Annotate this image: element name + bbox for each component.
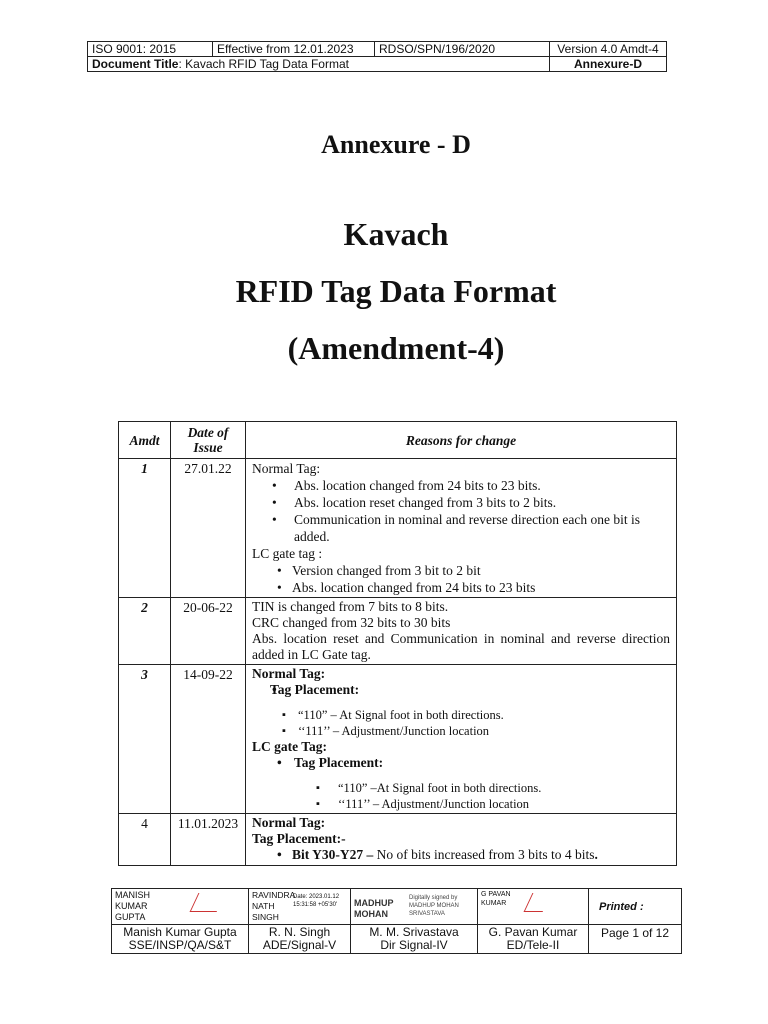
issue-date: 20-06-22 [171, 598, 246, 665]
amdt-number: 1 [119, 459, 171, 598]
lc-gate-tag-label: LC gate Tag: [252, 739, 328, 754]
digital-signature-name: G PAVAN KUMAR [481, 891, 511, 907]
list-item: • Bit Y30-Y27 – No of bits increased from 3 bits to 4 bits. [252, 847, 670, 863]
bullet-list [252, 847, 670, 863]
annexure-cell: Annexure-D [550, 57, 667, 72]
list-item: ▪ “110” –At Signal foot in both directions. [252, 780, 670, 796]
reasons-cell [246, 665, 677, 814]
normal-tag-label: Normal Tag: [252, 461, 321, 476]
signature-cell [478, 889, 589, 925]
table-row [119, 598, 677, 665]
signatory-1: Manish Kumar Gupta SSE/INSP/QA/S&T [112, 925, 249, 954]
reason-line: Abs. location reset and Communication in nominal and reverse direction added in LC Gate tag. [252, 631, 670, 662]
effective-date-cell: Effective from 12.01.2023 [213, 42, 375, 57]
annexure-heading: Annexure - D [321, 130, 471, 159]
amdt-header: Amdt [119, 422, 171, 459]
reason-line: TIN is changed from 7 bits to 8 bits. [252, 599, 449, 614]
document-subtitle: RFID Tag Data Format [235, 273, 557, 309]
iso-cell: ISO 9001: 2015 [88, 42, 213, 57]
list-item: • Version changed from 3 bit to 2 bit [252, 562, 670, 579]
list-item: • Communication in nominal and reverse direction each one bit is added. [252, 511, 670, 545]
signatory-2: R. N. Singh ADE/Signal-V [249, 925, 351, 954]
bullet-list [252, 562, 670, 596]
bullet-list [252, 682, 670, 698]
table-row [119, 459, 677, 598]
issue-date: 27.01.22 [171, 459, 246, 598]
normal-tag-label: Normal Tag: [252, 815, 326, 830]
signature-date: Date: 2023.01.12 15:31:58 +05'30' [293, 894, 340, 908]
square-list [252, 780, 670, 812]
list-item: • Abs. location reset changed from 3 bits to 2 bits. [252, 494, 670, 511]
printed-label: Printed : [589, 889, 682, 925]
list-item: ▪ ‘‘111’’ – Adjustment/Junction location [252, 723, 670, 739]
reason-line: CRC changed from 32 bits to 30 bits [252, 615, 451, 630]
list-item: • Tag Placement: [252, 682, 670, 698]
digital-signature-name: MADHUP MOHAN [354, 898, 394, 919]
signature-cell [351, 889, 478, 925]
signature-cell [112, 889, 249, 925]
signature-mark [190, 893, 226, 912]
list-item: • Abs. location changed from 24 bits to 23 bits. [252, 477, 670, 494]
document-title-value: : Kavach RFID Tag Data Format [178, 57, 349, 71]
reasons-cell [246, 459, 677, 598]
signature-note: Digitally signed by MADHUP MOHAN SRIVASTAVA [409, 895, 459, 917]
bullet-list [252, 477, 670, 545]
list-item: ▪ ‘‘111’’ – Adjustment/Junction location [252, 796, 670, 812]
page-number: Page 1 of 12 [589, 925, 682, 954]
document-title-label: Document Title [92, 57, 179, 71]
amdt-number: 2 [119, 598, 171, 665]
list-item: ▪ “110” – At Signal foot in both directions. [252, 707, 670, 723]
table-row [119, 665, 677, 814]
signatory-3: M. M. Srivastava Dir Signal-IV [351, 925, 478, 954]
reasons-header: Reasons for change [246, 422, 677, 459]
table-row [119, 814, 677, 866]
reasons-cell [246, 598, 677, 665]
amendment-table [118, 421, 677, 866]
list-item: • Tag Placement: [252, 755, 670, 771]
normal-tag-label: Normal Tag: [252, 666, 326, 681]
bullet-list [252, 755, 670, 771]
document-title-cell [88, 57, 550, 72]
date-header: Date of Issue [171, 422, 246, 459]
document-header [87, 41, 667, 72]
amdt-number: 4 [119, 814, 171, 866]
digital-signature-name: MANISH KUMAR GUPTA [115, 890, 151, 922]
digital-signature-name: RAVINDRA NATH SINGH [252, 890, 295, 922]
tag-placement-label: Tag Placement:- [252, 831, 346, 846]
amdt-number: 3 [119, 665, 171, 814]
version-cell: Version 4.0 Amdt-4 [550, 42, 667, 57]
amendment-title: (Amendment-4) [287, 330, 505, 366]
table-header-row [119, 422, 677, 459]
signature-mark [524, 893, 552, 912]
reasons-cell [246, 814, 677, 866]
signature-cell [249, 889, 351, 925]
kavach-title: Kavach [343, 216, 449, 252]
square-list [252, 707, 670, 739]
signatory-4: G. Pavan Kumar ED/Tele-II [478, 925, 589, 954]
list-item: • Abs. location changed from 24 bits to 23 bits [252, 579, 670, 596]
issue-date: 11.01.2023 [171, 814, 246, 866]
issue-date: 14-09-22 [171, 665, 246, 814]
signature-footer [111, 888, 682, 954]
doc-number-cell: RDSO/SPN/196/2020 [375, 42, 550, 57]
lc-gate-tag-label: LC gate tag : [252, 546, 323, 561]
